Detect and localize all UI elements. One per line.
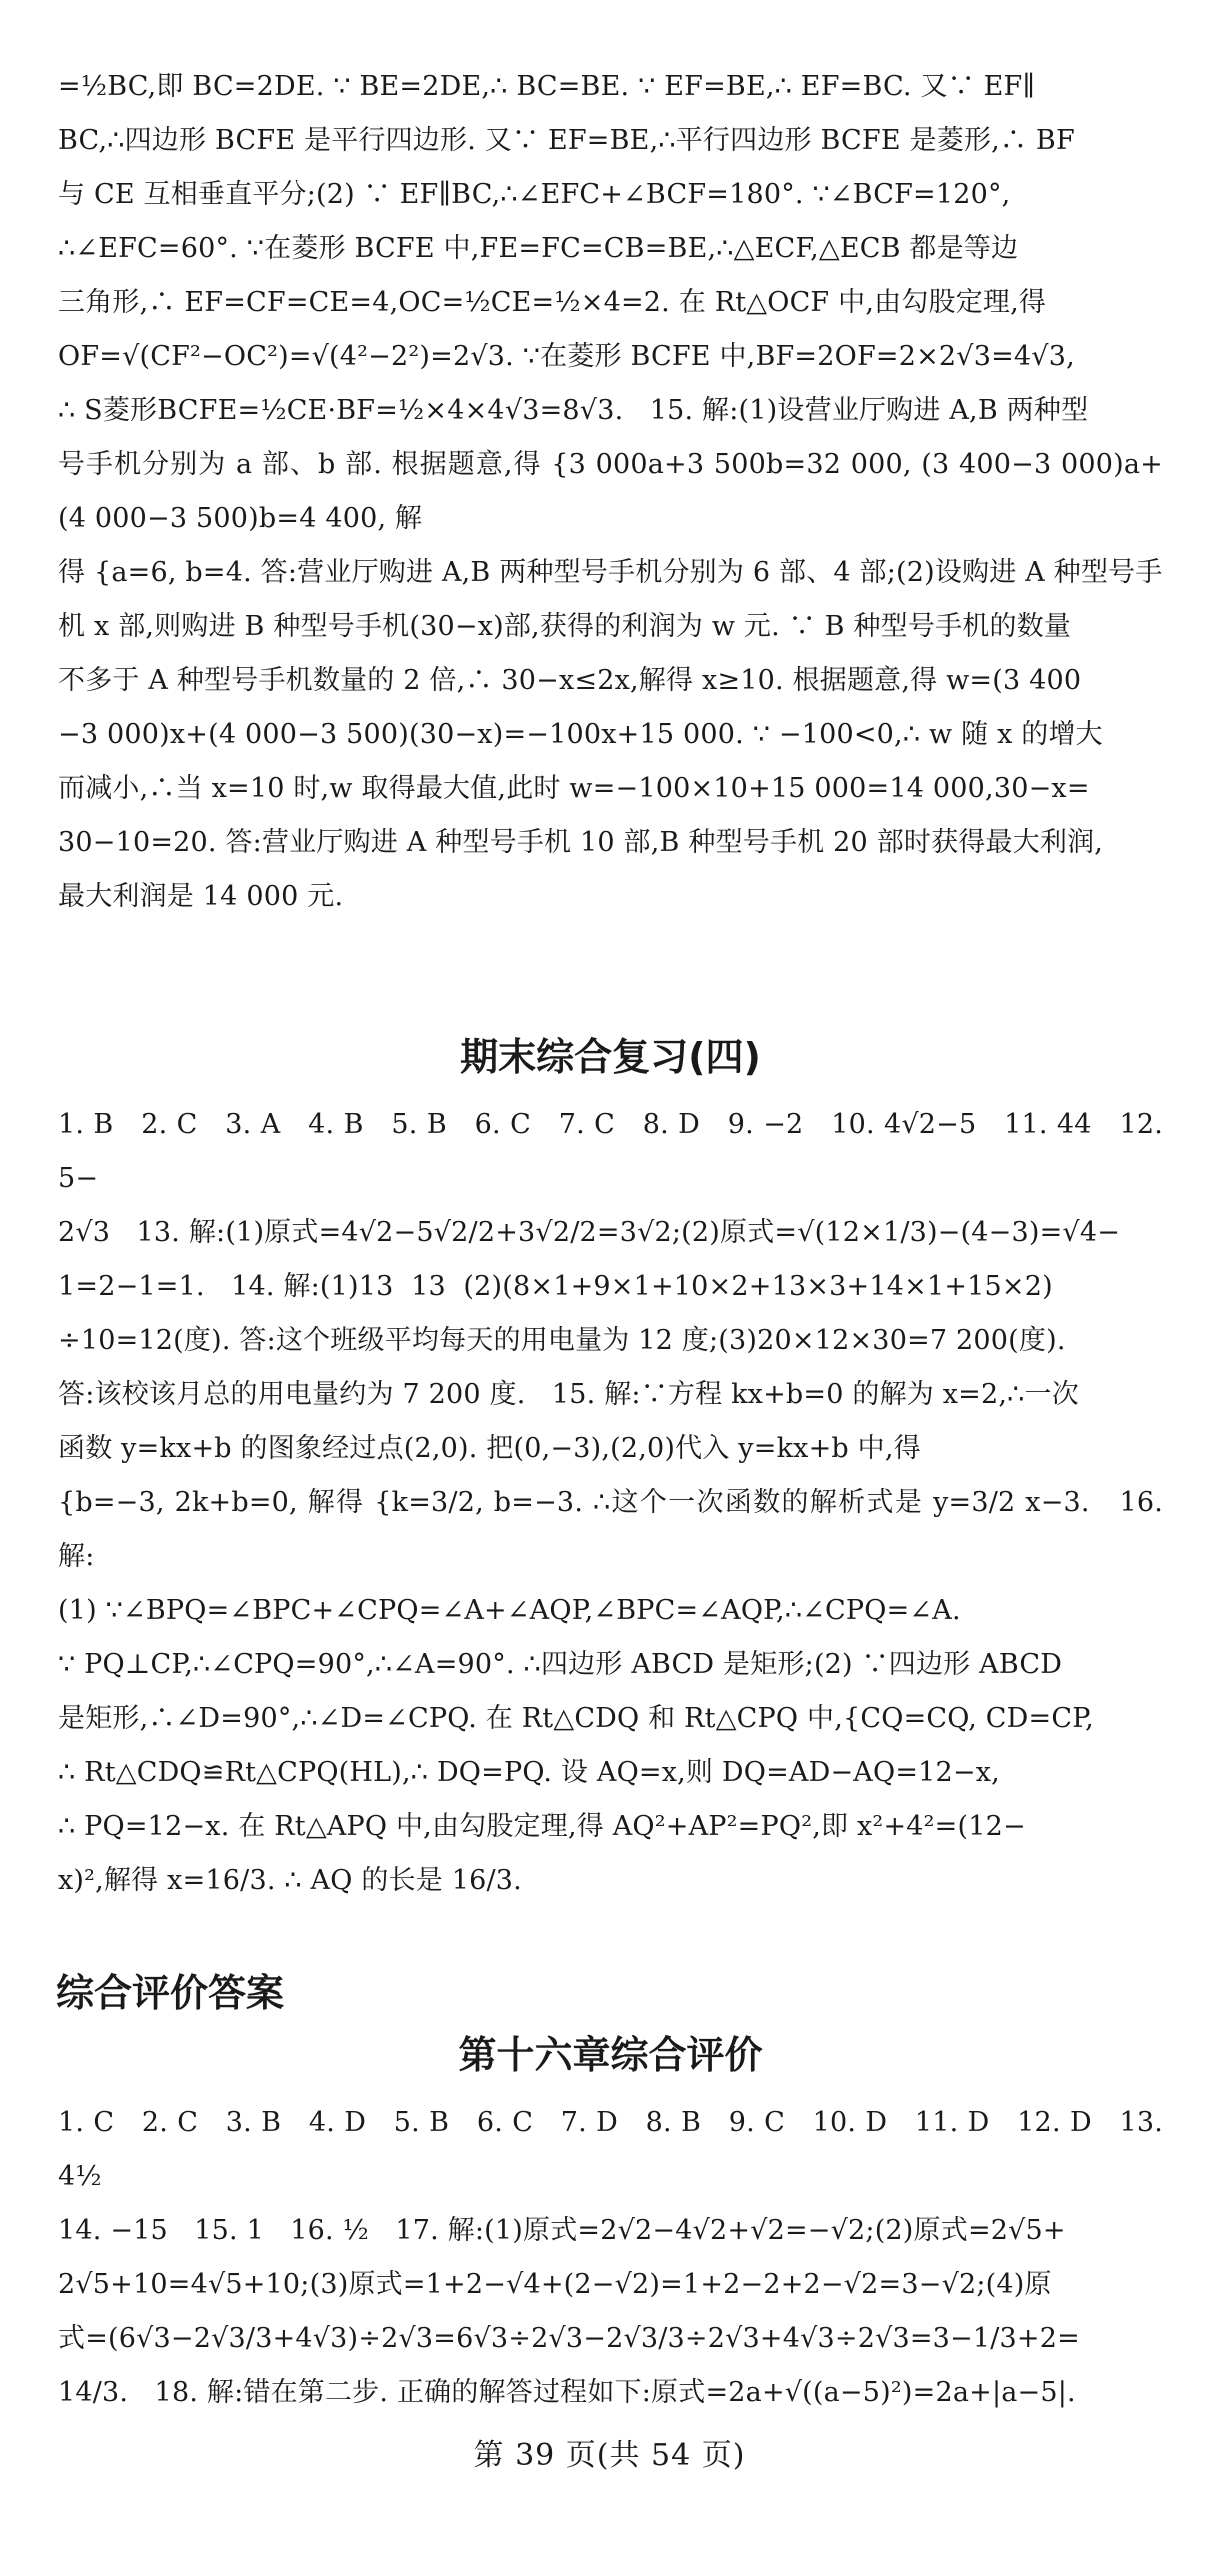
text-line: 最大利润是 14 000 元. — [58, 881, 344, 912]
text-line: 与 CE 互相垂直平分;(2) ∵ EF∥BC,∴∠EFC+∠BCF=180°. ∵∠BCF=120°, — [58, 179, 1011, 210]
text-line: ∵ PQ⊥CP,∴∠CPQ=90°,∴∠A=90°. ∴四边形 ABCD 是矩形;(2) ∵四边形 ABCD — [58, 1649, 1063, 1680]
text-line: (1) ∵∠BPQ=∠BPC+∠CPQ=∠A+∠AQP,∠BPC=∠AQP,∴∠CPQ=∠A. — [58, 1595, 961, 1626]
text-line: =½BC,即 BC=2DE. ∵ BE=2DE,∴ BC=BE. ∵ EF=BE,∴ EF=BC. 又∵ EF∥ — [58, 71, 1036, 102]
text-line: 得 {a=6, b=4. 答:营业厅购进 A,B 两种型号手机分别为 6 部、4 部;(2)设购进 A 种型号手 — [58, 557, 1163, 588]
text-line: ∴∠EFC=60°. ∵在菱形 BCFE 中,FE=FC=CB=BE,∴△ECF,△ECB 都是等边 — [58, 233, 1019, 264]
text-line: 2√3 13. 解:(1)原式=4√2−5√2/2+3√2/2=3√2;(2)原式=√(12×1/3)−(4−3)=√4− — [58, 1217, 1121, 1248]
text-line: {b=−3, 2k+b=0, 解得 {k=3/2, b=−3. ∴这个一次函数的解析式是 y=3/2 x−3. 16. 解: — [58, 1487, 1172, 1572]
text-line: −3 000)x+(4 000−3 500)(30−x)=−100x+15 000. ∵ −100<0,∴ w 随 x 的增大 — [58, 719, 1103, 750]
text-line: x)²,解得 x=16/3. ∴ AQ 的长是 16/3. — [58, 1865, 522, 1896]
text-line: 号手机分别为 a 部、b 部. 根据题意,得 {3 000a+3 500b=32 000, (3 400−3 000)a+(4 000−3 500)b=4 400, 解 — [58, 449, 1163, 534]
text-line: BC,∴四边形 BCFE 是平行四边形. 又∵ EF=BE,∴平行四边形 BCFE 是菱形,∴ BF — [58, 125, 1075, 156]
text-line: 不多于 A 种型号手机数量的 2 倍,∴ 30−x≤2x,解得 x≥10. 根据题意,得 w=(3 400 — [58, 665, 1082, 696]
section-title-final-review-4: 期末综合复习(四) — [460, 1035, 761, 1079]
text-line: 答:该校该月总的用电量约为 7 200 度. 15. 解:∵方程 kx+b=0 的解为 x=2,∴一次 — [58, 1379, 1079, 1410]
text-line: 14. −15 15. 1 16. ½ 17. 解:(1)原式=2√2−4√2+√2=−√2;(2)原式=2√5+ — [58, 2215, 1066, 2246]
text-line: ÷10=12(度). 答:这个班级平均每天的用电量为 12 度;(3)20×12×30=7 200(度). — [58, 1325, 1066, 1356]
answer-page — [56, 60, 1172, 2506]
text-line: 30−10=20. 答:营业厅购进 A 种型号手机 10 部,B 种型号手机 20 部时获得最大利润, — [58, 827, 1104, 858]
text-line: 函数 y=kx+b 的图象经过点(2,0). 把(0,−3),(2,0)代入 y=kx+b 中,得 — [58, 1433, 921, 1464]
answer-section-final-review-4 — [58, 1098, 1172, 1954]
section-title-chapter-16-evaluation: 第十六章综合评价 — [458, 2033, 763, 2077]
answer-section-continued — [58, 60, 1163, 1020]
text-line: ∴ PQ=12−x. 在 Rt△APQ 中,由勾股定理,得 AQ²+AP²=PQ²,即 x²+4²=(12− — [58, 1811, 1026, 1842]
text-line: ∴ S菱形BCFE=½CE·BF=½×4×4√3=8√3. 15. 解:(1)设营业厅购进 A,B 两种型 — [58, 395, 1089, 426]
text-line: 1=2−1=1. 14. 解:(1)13 13 (2)(8×1+9×1+10×2+13×3+14×1+15×2) — [58, 1271, 1053, 1302]
text-line: 是矩形,∴∠D=90°,∴∠D=∠CPQ. 在 Rt△CDQ 和 Rt△CPQ 中,{CQ=CQ, CD=CP, — [58, 1703, 1094, 1734]
text-line: 2√5+10=4√5+10;(3)原式=1+2−√4+(2−√2)=1+2−2+2−√2=3−√2;(4)原 — [58, 2269, 1052, 2300]
text-line: 三角形,∴ EF=CF=CE=4,OC=½CE=½×4=2. 在 Rt△OCF 中,由勾股定理,得 — [58, 287, 1047, 318]
text-line: 而减小,∴当 x=10 时,w 取得最大值,此时 w=−100×10+15 000=14 000,30−x= — [58, 773, 1090, 804]
text-line: 14/3. 18. 解:错在第二步. 正确的解答过程如下:原式=2a+√((a−5)²)=2a+|a−5|. — [58, 2377, 1076, 2408]
text-line: 1. C 2. C 3. B 4. D 5. B 6. C 7. D 8. B 9. C 10. D 11. D 12. D 13. 4½ — [58, 2107, 1172, 2192]
text-line: 式=(6√3−2√3/3+4√3)÷2√3=6√3÷2√3−2√3/3÷2√3+4√3÷2√3=3−1/3+2= — [58, 2323, 1080, 2354]
text-line: ∴ Rt△CDQ≌Rt△CPQ(HL),∴ DQ=PQ. 设 AQ=x,则 DQ=AD−AQ=12−x, — [58, 1757, 1000, 1788]
text-line: 机 x 部,则购进 B 种型号手机(30−x)部,获得的利润为 w 元. ∵ B 种型号手机的数量 — [58, 611, 1072, 642]
heading-comprehensive-evaluation-answers: 综合评价答案 — [56, 1971, 285, 2015]
text-line: 1. B 2. C 3. A 4. B 5. B 6. C 7. C 8. D 9. −2 10. 4√2−5 11. 44 12. 5− — [58, 1109, 1172, 1194]
text-line: OF=√(CF²−OC²)=√(4²−2²)=2√3. ∵在菱形 BCFE 中,BF=2OF=2×2√3=4√3, — [58, 341, 1075, 372]
page-number-footer: 第 39 页(共 54 页) — [473, 2438, 746, 2473]
